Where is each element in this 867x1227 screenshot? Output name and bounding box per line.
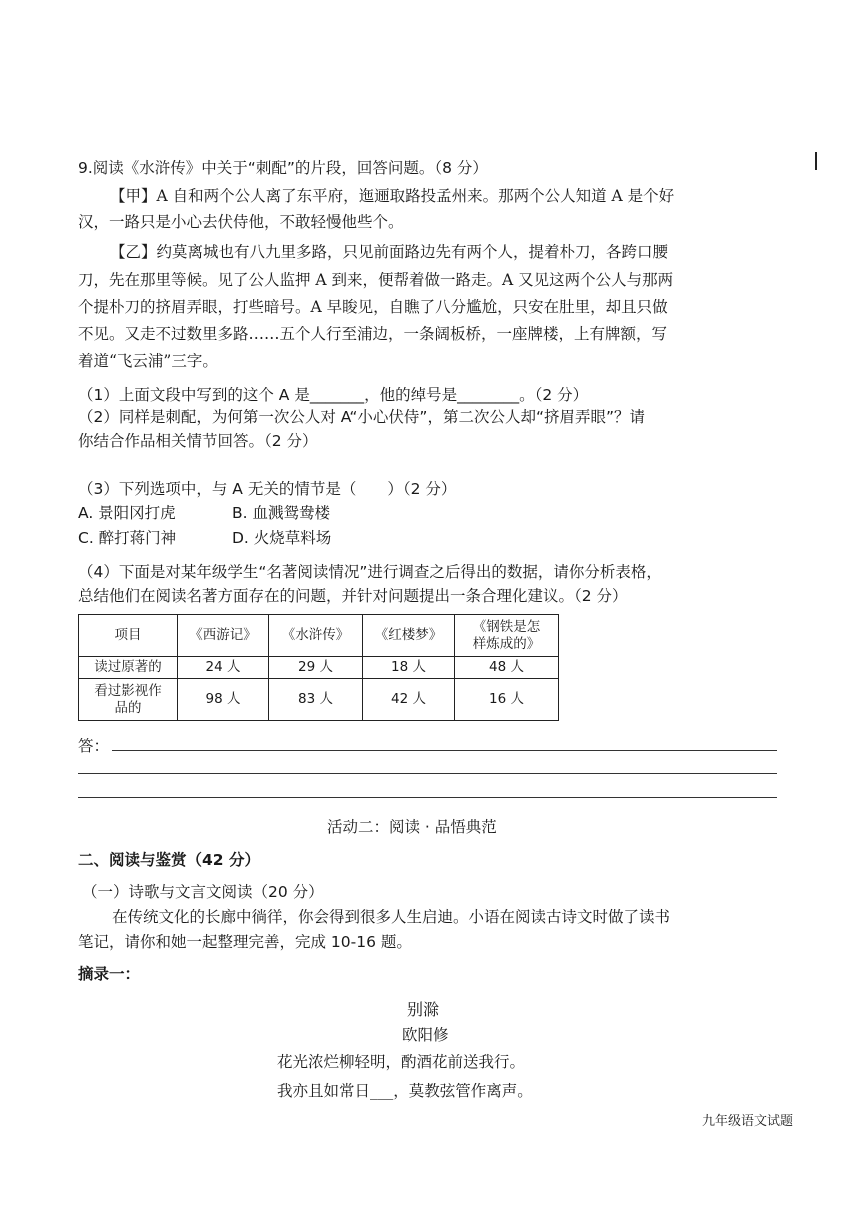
table-cell: 83 人	[269, 679, 363, 721]
poem-line-2: 我亦且如常日___，莫教弦管作离声。	[277, 1082, 533, 1100]
row-label-watched-film-line-1: 看过影视作	[94, 682, 162, 699]
question-9-title: 9.阅读《水浒传》中关于“刺配”的片段，回答问题。（8 分）	[78, 159, 488, 177]
edge-mark	[815, 152, 820, 170]
table-row	[79, 679, 559, 721]
table-header-hongloumeng: 《红楼梦》	[363, 615, 455, 657]
table-header-gangtie	[455, 615, 559, 657]
table-header-gangtie-line-1: 《钢铁是怎	[472, 618, 541, 635]
row-label-watched-film-line-2: 品的	[114, 699, 142, 716]
passage-jia-line-1: 【甲】A 自和两个公人离了东平府，迤逦取路投孟州来。那两个公人知道 A 是个好	[110, 187, 675, 205]
table-cell: 42 人	[363, 679, 455, 721]
option-b: B. 血溅鸳鸯楼	[232, 504, 330, 522]
row-label-read-original: 读过原著的	[79, 657, 178, 679]
sub-question-2-line-2: 你结合作品相关情节回答。（2 分）	[78, 432, 318, 450]
option-a: A. 景阳冈打虎	[78, 504, 176, 522]
table-cell: 18 人	[363, 657, 455, 679]
sub-question-4-line-1: （4）下面是对某年级学生“名著阅读情况”进行调查之后得出的数据，请你分析表格，	[78, 563, 662, 581]
passage-yi-line-4: 不见。又走不过数里多路……五个人行至浦边，一条阔板桥，一座牌楼，上有牌额，写	[78, 325, 668, 343]
option-c: C. 醉打蒋门神	[78, 529, 177, 547]
table-cell: 98 人	[178, 679, 269, 721]
sub-question-4-line-2: 总结他们在阅读名著方面存在的问题，并针对问题提出一条合理化建议。（2 分）	[78, 587, 628, 605]
sub-question-1: （1）上面文段中写到的这个 A 是_______，他的绰号是________。（2 分）	[78, 386, 589, 404]
excerpt-1-label: 摘录一：	[78, 965, 141, 983]
row-label-watched-film	[79, 679, 178, 721]
table-cell: 48 人	[455, 657, 559, 679]
sub-question-2-line-1: （2）同样是刺配，为何第一次公人对 A“小心伏侍”，第二次公人却“挤眉弄眼”？请	[78, 408, 646, 426]
answer-label: 答：	[78, 737, 110, 755]
section-2-heading: 二、阅读与鉴赏（42 分）	[78, 851, 260, 869]
poem-author: 欧阳修	[402, 1026, 449, 1044]
table-header-shuihuzhuan: 《水浒传》	[269, 615, 363, 657]
passage-jia-line-2: 汉，一路只是小心去伏侍他，不敢轻慢他些个。	[78, 213, 404, 231]
passage-yi-line-1: 【乙】约莫离城也有八九里多路，只见前面路边先有两个人，提着朴刀，各跨口腰	[110, 243, 669, 261]
intro-line-1: 在传统文化的长廊中徜徉，你会得到很多人生启迪。小语在阅读古诗文时做了读书	[112, 908, 671, 926]
sub-question-3: （3）下列选项中，与 A 无关的情节是（ ）（2 分）	[78, 480, 457, 498]
activity-2-heading: 活动二：阅读 · 品悟典范	[327, 818, 497, 836]
page-footer: 九年级语文试题	[702, 1114, 794, 1129]
poem-title: 别滁	[407, 1000, 440, 1019]
passage-yi-line-3: 个提朴刀的挤眉弄眼，打些暗号。A 早睃见，自瞧了八分尴尬，只安在肚里，却且只做	[78, 298, 668, 316]
table-cell: 24 人	[178, 657, 269, 679]
table-cell: 16 人	[455, 679, 559, 721]
option-d: D. 火烧草料场	[232, 529, 332, 547]
answer-line-3[interactable]	[78, 797, 777, 798]
survey-table	[78, 614, 559, 721]
table-header-gangtie-line-2: 样炼成的》	[472, 635, 541, 652]
table-header-row	[79, 615, 559, 657]
answer-line-1[interactable]	[112, 750, 777, 751]
intro-line-2: 笔记，请你和她一起整理完善，完成 10-16 题。	[78, 933, 412, 951]
table-header-xiyouji: 《西游记》	[178, 615, 269, 657]
passage-yi-line-2: 刀，先在那里等候。见了公人监押 A 到来，便帮着做一路走。A 又见这两个公人与那两	[78, 271, 674, 289]
poem-line-1: 花光浓烂柳轻明，酌酒花前送我行。	[277, 1053, 526, 1071]
answer-line-2[interactable]	[78, 773, 777, 774]
table-header-item: 项目	[79, 615, 178, 657]
table-cell: 29 人	[269, 657, 363, 679]
passage-yi-line-5: 着道“飞云浦”三字。	[78, 352, 218, 370]
table-row	[79, 657, 559, 679]
part-1-heading: （一）诗歌与文言文阅读（20 分）	[82, 883, 324, 901]
